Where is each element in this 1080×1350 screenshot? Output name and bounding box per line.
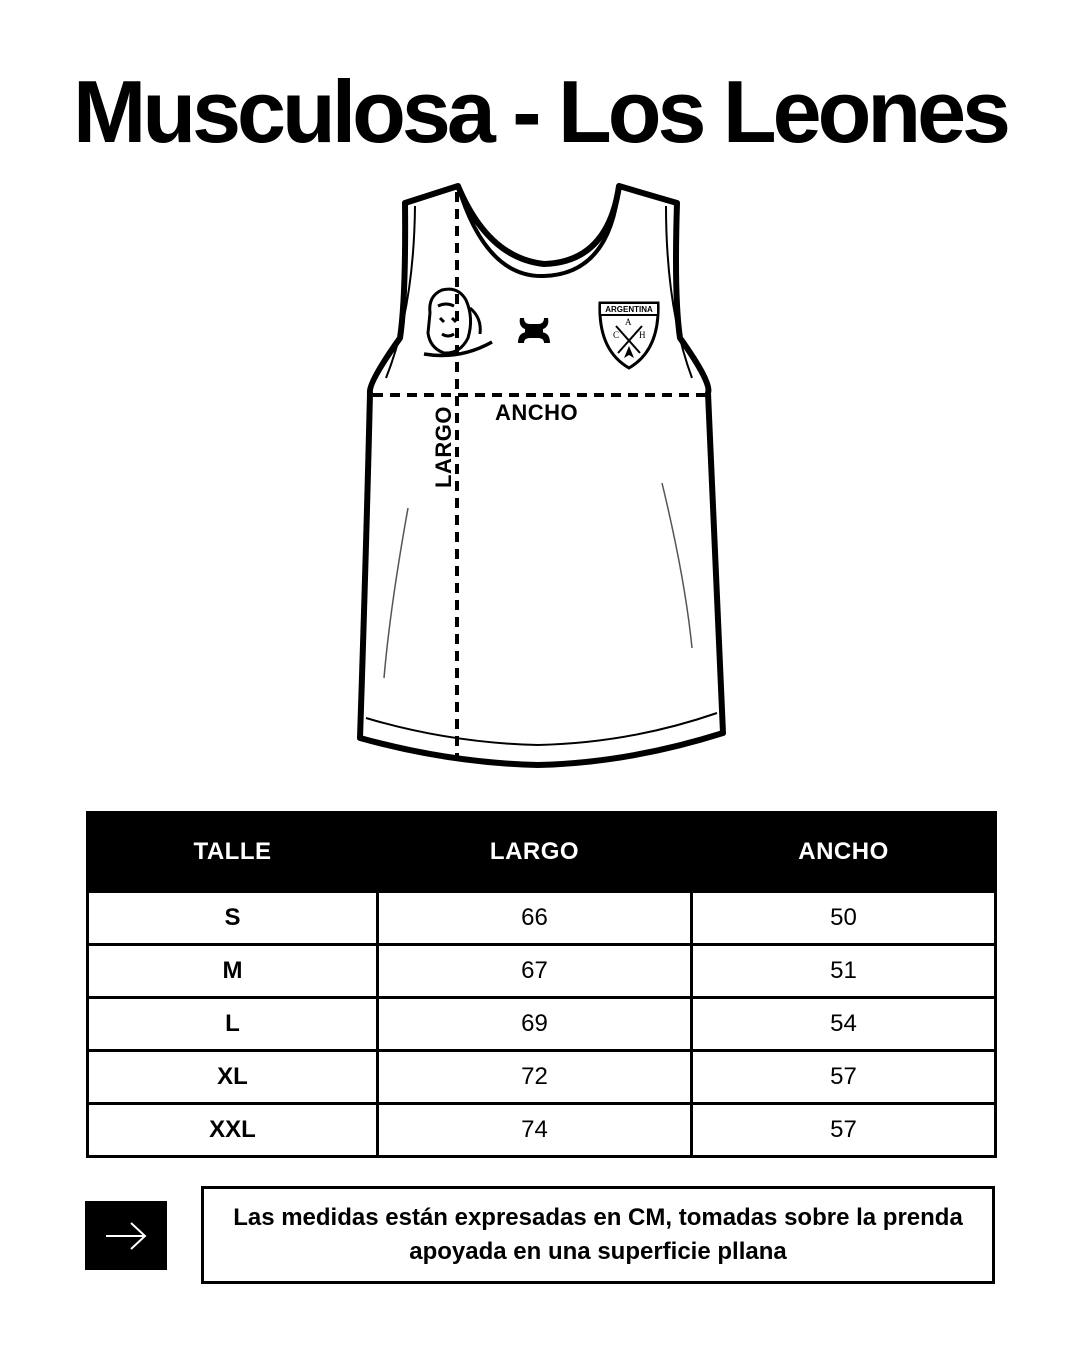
page-title: Musculosa - Los Leones [73, 62, 1007, 161]
largo-cell: 69 [378, 998, 692, 1051]
header-ancho: ANCHO [692, 813, 996, 892]
svg-text:C: C [613, 330, 620, 340]
ancho-cell: 54 [692, 998, 996, 1051]
largo-cell: 72 [378, 1051, 692, 1104]
size-cell: S [88, 892, 378, 945]
ancho-cell: 51 [692, 945, 996, 998]
table-row [88, 998, 996, 1051]
tank-top-illustration [340, 178, 740, 778]
size-cell: XL [88, 1051, 378, 1104]
ancho-cell: 57 [692, 1051, 996, 1104]
ancho-cell: 50 [692, 892, 996, 945]
table-row [88, 892, 996, 945]
measurement-note: Las medidas están expresadas en CM, tomadas sobre la prenda apoyada en una superficie pllana [201, 1186, 995, 1284]
largo-cell: 66 [378, 892, 692, 945]
svg-text:A: A [625, 317, 632, 327]
svg-text:ARGENTINA: ARGENTINA [605, 305, 653, 314]
largo-label: LARGO [431, 406, 456, 488]
largo-cell: 74 [378, 1104, 692, 1157]
tank-top-diagram [340, 178, 740, 778]
table-header-row [88, 813, 996, 892]
arrow-right-icon [85, 1201, 167, 1270]
size-cell: XXL [88, 1104, 378, 1157]
table-row [88, 945, 996, 998]
ancho-label: ANCHO [495, 400, 579, 425]
table-row [88, 1104, 996, 1157]
largo-cell: 67 [378, 945, 692, 998]
ancho-cell: 57 [692, 1104, 996, 1157]
size-cell: M [88, 945, 378, 998]
header-talle: TALLE [88, 813, 378, 892]
table-row [88, 1051, 996, 1104]
size-chart-table [86, 811, 997, 1158]
svg-text:H: H [639, 330, 646, 340]
size-cell: L [88, 998, 378, 1051]
header-largo: LARGO [378, 813, 692, 892]
